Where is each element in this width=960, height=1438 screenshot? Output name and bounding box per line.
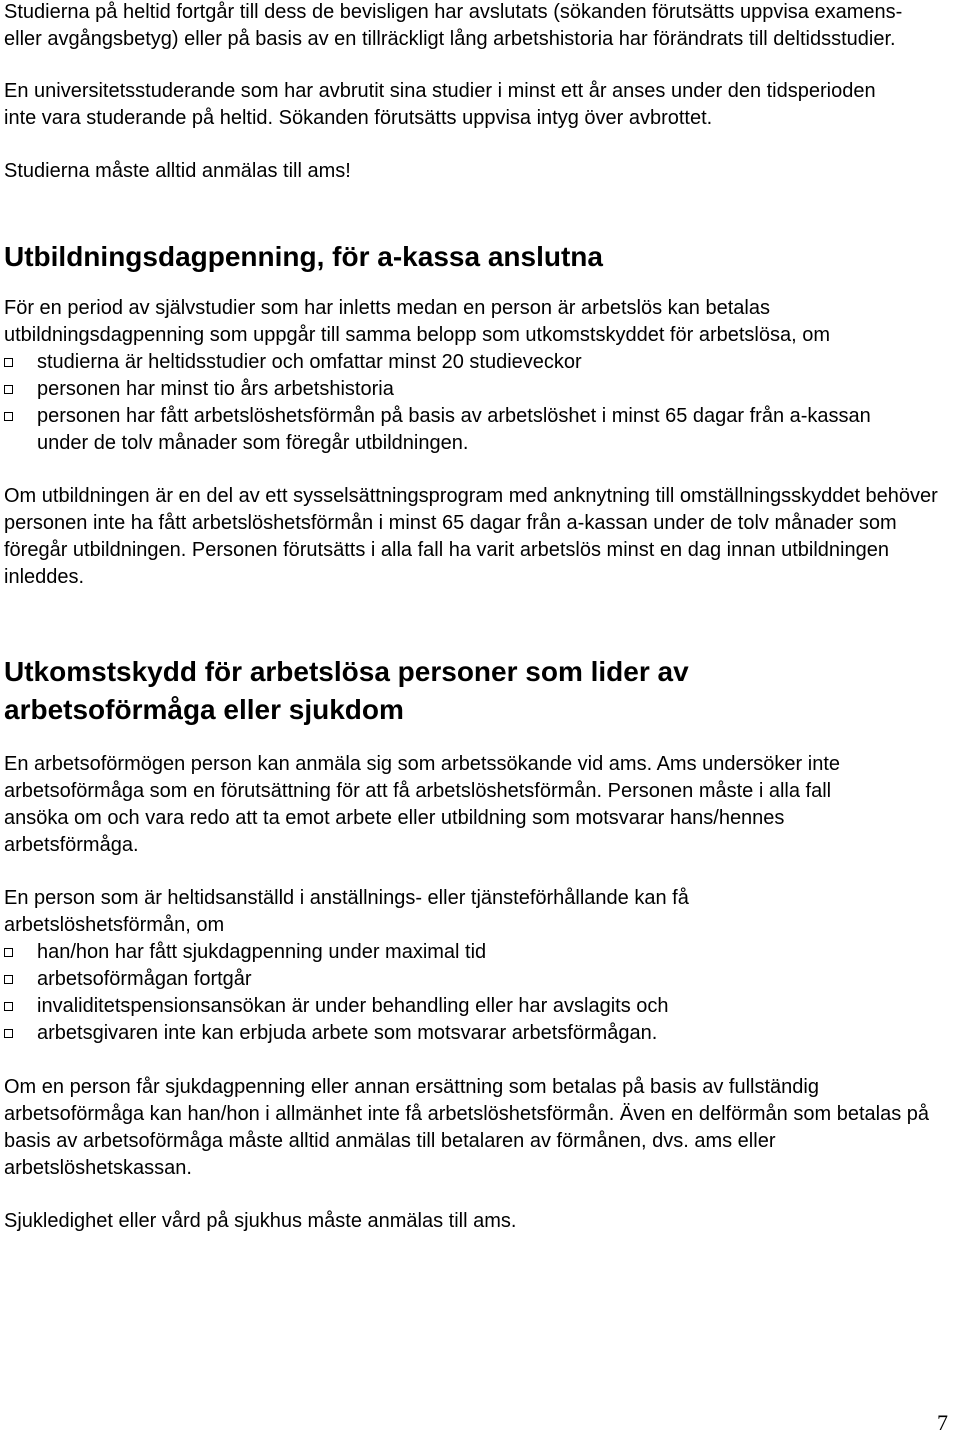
document-page xyxy=(4,0,954,1235)
page-number: 7 xyxy=(937,1410,948,1435)
checkbox-bullet-icon xyxy=(4,385,13,394)
checkbox-bullet-icon xyxy=(4,1002,13,1011)
section2-paragraph-1: En arbetsoförmögen person kan anmäla sig som arbetssökande vid ams. Ams undersöker inte arbetsoförmåga som en förutsättning för att få arbetslöshetsförmån. Personen måste i alla fall ansöka om och vara redo att ta emot arbete eller utbildning som motsvarar hans/hennes arbetsförmåga. xyxy=(4,753,840,856)
section2-paragraph-2: Om en person får sjukdagpenning eller annan ersättning som betalas på basis av fullständig arbetsoförmåga kan han/hon i allmänhet inte få arbetslöshetsförmån. Även en delförmån som betalas på basis av arbetsoförmåga måste alltid anmälas till betalaren av förmånen, dvs. ams eller arbetslöshetskassan. xyxy=(4,1076,929,1179)
list-item: studierna är heltidsstudier och omfattar minst 20 studieveckor xyxy=(4,349,954,376)
section2-bullet-list xyxy=(4,939,954,1047)
list-item: personen har fått arbetslöshetsförmån på basis av arbetslöshet i minst 65 dagar från a-kassan under de tolv månader som föregår utbildningen. xyxy=(4,403,927,457)
section1-bullet-list xyxy=(4,349,954,457)
section-heading-utbildningsdagpenning: Utbildningsdagpenning, för a-kassa anslutna xyxy=(4,241,603,272)
list-item: personen har minst tio års arbetshistoria xyxy=(4,376,954,403)
section-heading-utkomstskydd: Utkomstskydd för arbetslösa personer som lider av arbetsoförmåga eller sjukdom xyxy=(4,656,689,725)
section2-lead-paragraph: En person som är heltidsanställd i anställnings- eller tjänsteförhållande kan få arbetslöshetsförmån, om xyxy=(4,887,689,936)
list-item: arbetsgivaren inte kan erbjuda arbete som motsvarar arbetsförmågan. xyxy=(4,1020,954,1047)
intro-paragraph-1: Studierna på heltid fortgår till dess de bevisligen har avslutats (sökanden förutsätts uppvisa examens- eller avgångsbetyg) eller på basis av en tillräckligt lång arbetshistoria har förändrats till deltidsstudier. xyxy=(4,1,903,50)
checkbox-bullet-icon xyxy=(4,1029,13,1038)
checkbox-bullet-icon xyxy=(4,412,13,421)
section1-paragraph-after-list: Om utbildningen är en del av ett sysselsättningsprogram med anknytning till omställningsskyddet behöver personen inte ha fått arbetslöshetsförmån i minst 65 dagar från a-kassan under de tolv månader som föregår utbildningen. Personen förutsätts i alla fall ha varit arbetslös minst en dag innan utbildningen inleddes. xyxy=(4,485,938,588)
section1-lead-paragraph: För en period av självstudier som har inletts medan en person är arbetslös kan betalas utbildningsdagpenning som uppgår till samma belopp som utkomstskyddet för arbetslösa, om xyxy=(4,297,830,346)
intro-paragraph-2: En universitetsstuderande som har avbrutit sina studier i minst ett år anses under den tidsperioden inte vara studerande på heltid. Sökanden förutsätts uppvisa intyg över avbrottet. xyxy=(4,80,876,129)
list-item: arbetsoförmågan fortgår xyxy=(4,966,954,993)
checkbox-bullet-icon xyxy=(4,975,13,984)
section2-paragraph-3: Sjukledighet eller vård på sjukhus måste anmälas till ams. xyxy=(4,1210,517,1232)
checkbox-bullet-icon xyxy=(4,948,13,957)
checkbox-bullet-icon xyxy=(4,358,13,367)
list-item: invaliditetspensionsansökan är under behandling eller har avslagits och xyxy=(4,993,954,1020)
list-item: han/hon har fått sjukdagpenning under maximal tid xyxy=(4,939,954,966)
intro-paragraph-3: Studierna måste alltid anmälas till ams! xyxy=(4,160,351,182)
